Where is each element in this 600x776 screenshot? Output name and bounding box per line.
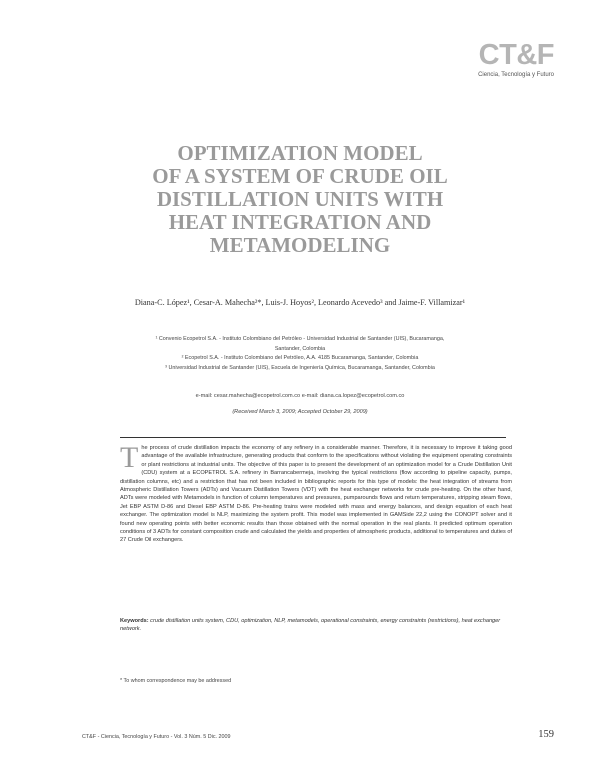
paper-title [0, 142, 600, 257]
logo-text: CT&F [478, 39, 554, 71]
keywords-text: crude distillation units system, CDU, optimization, NLP, metamodels, operational constraints, energy constraints (restrictions), heat exchanger network. [120, 618, 501, 633]
logo-subtitle: Ciencia, Tecnología y Futuro [478, 72, 554, 78]
title-line: OF A SYSTEM OF CRUDE OIL [152, 164, 448, 188]
journal-logo [478, 40, 554, 78]
affiliation-line: ³ Universidad Industrial de Santander (UIS), Escuela de Ingeniería Química, Bucaramanga, Santander, Colombia [165, 364, 435, 371]
title-line: HEAT INTEGRATION AND [168, 210, 432, 234]
keywords [120, 617, 512, 634]
affiliations [0, 335, 600, 373]
author-list: Diana-C. López¹, Cesar-A. Mahecha²*, Luis-J. Hoyos², Leonardo Acevedo³ and Jaime-F. Villamizar¹ [134, 298, 466, 307]
abstract [120, 441, 512, 545]
keywords-label: Keywords: [120, 618, 149, 624]
received-dates: (Received March 3, 2009; Accepted October 29, 2009) [232, 409, 368, 415]
title-line: OPTIMIZATION MODEL [177, 141, 423, 165]
title-line: METAMODELING [209, 233, 391, 257]
abstract-divider [120, 437, 506, 438]
journal-footer: CT&F - Ciencia, Tecnología y Futuro - Vol. 3 Núm. 5 Dic. 2009 [82, 734, 231, 740]
drop-cap: T [120, 441, 139, 474]
correspondence-footnote: * To whom correspondence may be addressed [120, 678, 232, 684]
page-number: 159 [538, 729, 554, 740]
title-line: DISTILLATION UNITS WITH [156, 187, 444, 211]
affiliation-line: ² Ecopetrol S.A. - Instituto Colombiano del Petróleo, A.A. 4185 Bucaramanga, Santander, Colombia [181, 355, 419, 362]
affiliation-line: ¹ Convenio Ecopetrol S.A. - Instituto Colombiano del Petróleo - Universidad Industrial de Santander (UIS), Bucaramanga, [155, 336, 445, 342]
contact-emails: e-mail: cesar.mahecha@ecopetrol.com.co e-mail: diana.ca.lopez@ecopetrol.com.co [195, 393, 405, 399]
abstract-text: he process of crude distillation impacts the economy of any refinery in a considerable manner. Therefore, it is necessary to improve it taking good advantage of the available infrastructure, generating products that conform to the specifications without violating the equipment operating constraints or plant restrictions at industrial units. The objective of this paper is to present the development of an optimization model for a Crude Distillation Unit (CDU) system at a ECOPETROL S.A. refinery in Barrancabermeja, involving the typical restrictions (flow according to pipeline capacity, pumps, distillation columns, etc) and a restriction that has not been included in bibliographic reports for this type of models: the heat integration of streams from Atmospheric Distillation Towers (ADTs) and Vacuum Distillation Towers (VDT) with the heat exchanger networks for crude pre-heating. On the other hand, ADTs were modeled with Metamodels in function of column temperatures and pressures, pumparounds flows and return temperatures, stripping steam flows, Jet EBP ASTM D-86 and Diesel EBP ASTM D-86. Pre-heating trains were modeled with mass and energy balances, and design equation of each heat exchanger. The optimization model is NLP, maximizing the system profit. This model was implemented in GAMSide 22,2 using the CONOPT solver and it found new operating points with better economic results than those obtained with the normal operation in the real plants. It predicted optimum operation conditions of 3 ADTs for constant composition crude and calculated the yields and properties of atmospheric products, additional to temperatures and duties of 27 Crude Oil exchangers. [120, 445, 512, 544]
affiliation-line: Santander, Colombia [274, 345, 326, 352]
